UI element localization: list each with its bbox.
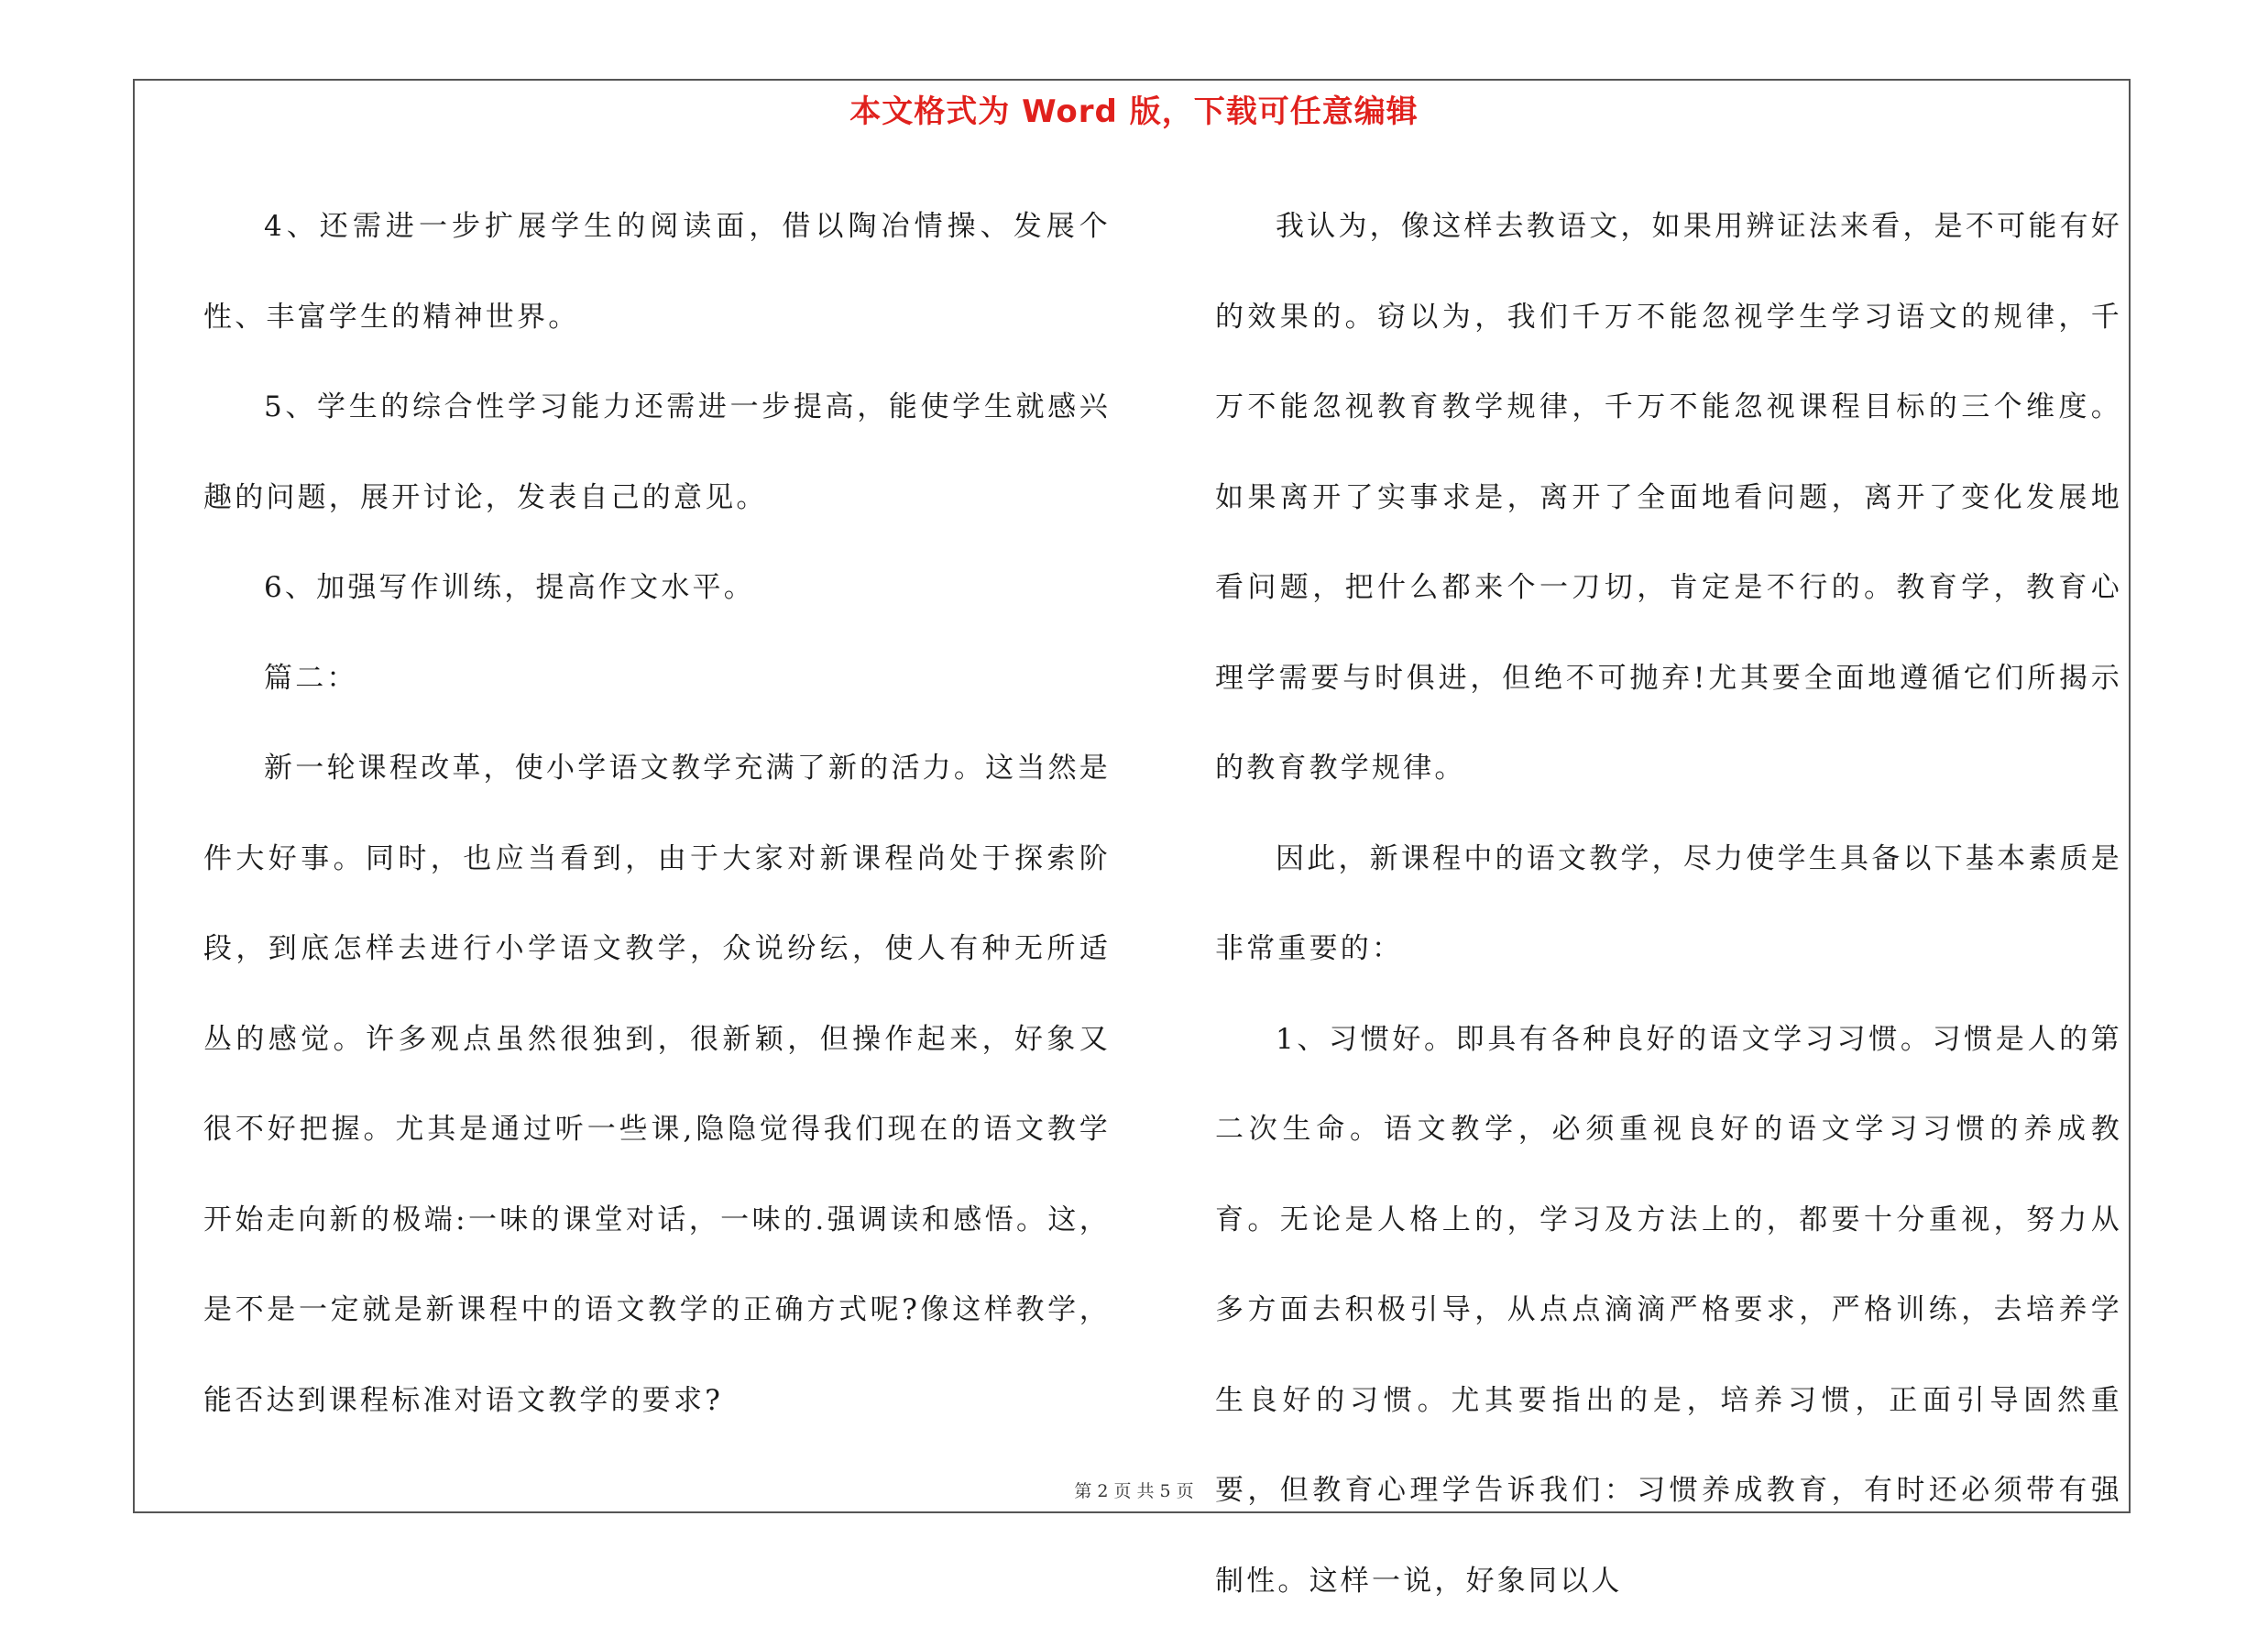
page-number-footer: 第 2 页 共 5 页: [0, 1478, 2268, 1502]
paragraph: 新一轮课程改革，使小学语文教学充满了新的活力。这当然是件大好事。同时，也应当看到，由于大家对新课程尚处于探索阶段，到底怎样去进行小学语文教学，众说纷纭，使人有种无所适丛的感觉。许多观点虽然很独到，很新颖，但操作起来，好象又很不好把握。尤其是通过听一些课,隐隐觉得我们现在的语文教学开始走向新的极端:一味的课堂对话，一味的.强调读和感悟。这，是不是一定就是新课程中的语文教学的正确方式呢?像这样教学，能否达到课程标准对语文教学的要求?: [203, 723, 1111, 1445]
paragraph: 1、习惯好。即具有各种良好的语文学习习惯。习惯是人的第二次生命。语文教学，必须重视良好的语文学习习惯的养成教育。无论是人格上的，学习及方法上的，都要十分重视，努力从多方面去积极引导，从点点滴滴严格要求，严格训练，去培养学生良好的习惯。尤其要指出的是，培养习惯，正面引导固然重要，但教育心理学告诉我们：习惯养成教育，有时还必须带有强制性。这样一说，好象同以人: [1215, 994, 2122, 1626]
section-heading: 篇二：: [203, 633, 1111, 724]
paragraph: 我认为，像这样去教语文，如果用辨证法来看，是不可能有好的效果的。窃以为，我们千万不能忽视学生学习语文的规律，千万不能忽视教育教学规律，千万不能忽视课程目标的三个维度。 如果离开了实事求是，离开了全面地看问题，离开了变化发展地看问题，把什么都来个一刀切，肯定是不行的。教育学，教育心理学需要与时俱进，但绝不可抛弃!尤其要全面地遵循它们所揭示的教育教学规律。: [1215, 181, 2122, 814]
paragraph: 6、加强写作训练，提高作文水平。: [203, 543, 1111, 633]
format-notice-banner: 本文格式为 Word 版，下载可任意编辑: [0, 86, 2268, 131]
left-text-column: [203, 181, 1111, 1445]
right-text-column: [1215, 181, 2122, 1626]
paragraph: 因此，新课程中的语文教学，尽力使学生具备以下基本素质是非常重要的：: [1215, 814, 2122, 994]
paragraph: 5、学生的综合性学习能力还需进一步提高，能使学生就感兴趣的问题，展开讨论，发表自己的意见。: [203, 362, 1111, 543]
paragraph: 4、还需进一步扩展学生的阅读面，借以陶冶情操、发展个性、丰富学生的精神世界。: [203, 181, 1111, 362]
